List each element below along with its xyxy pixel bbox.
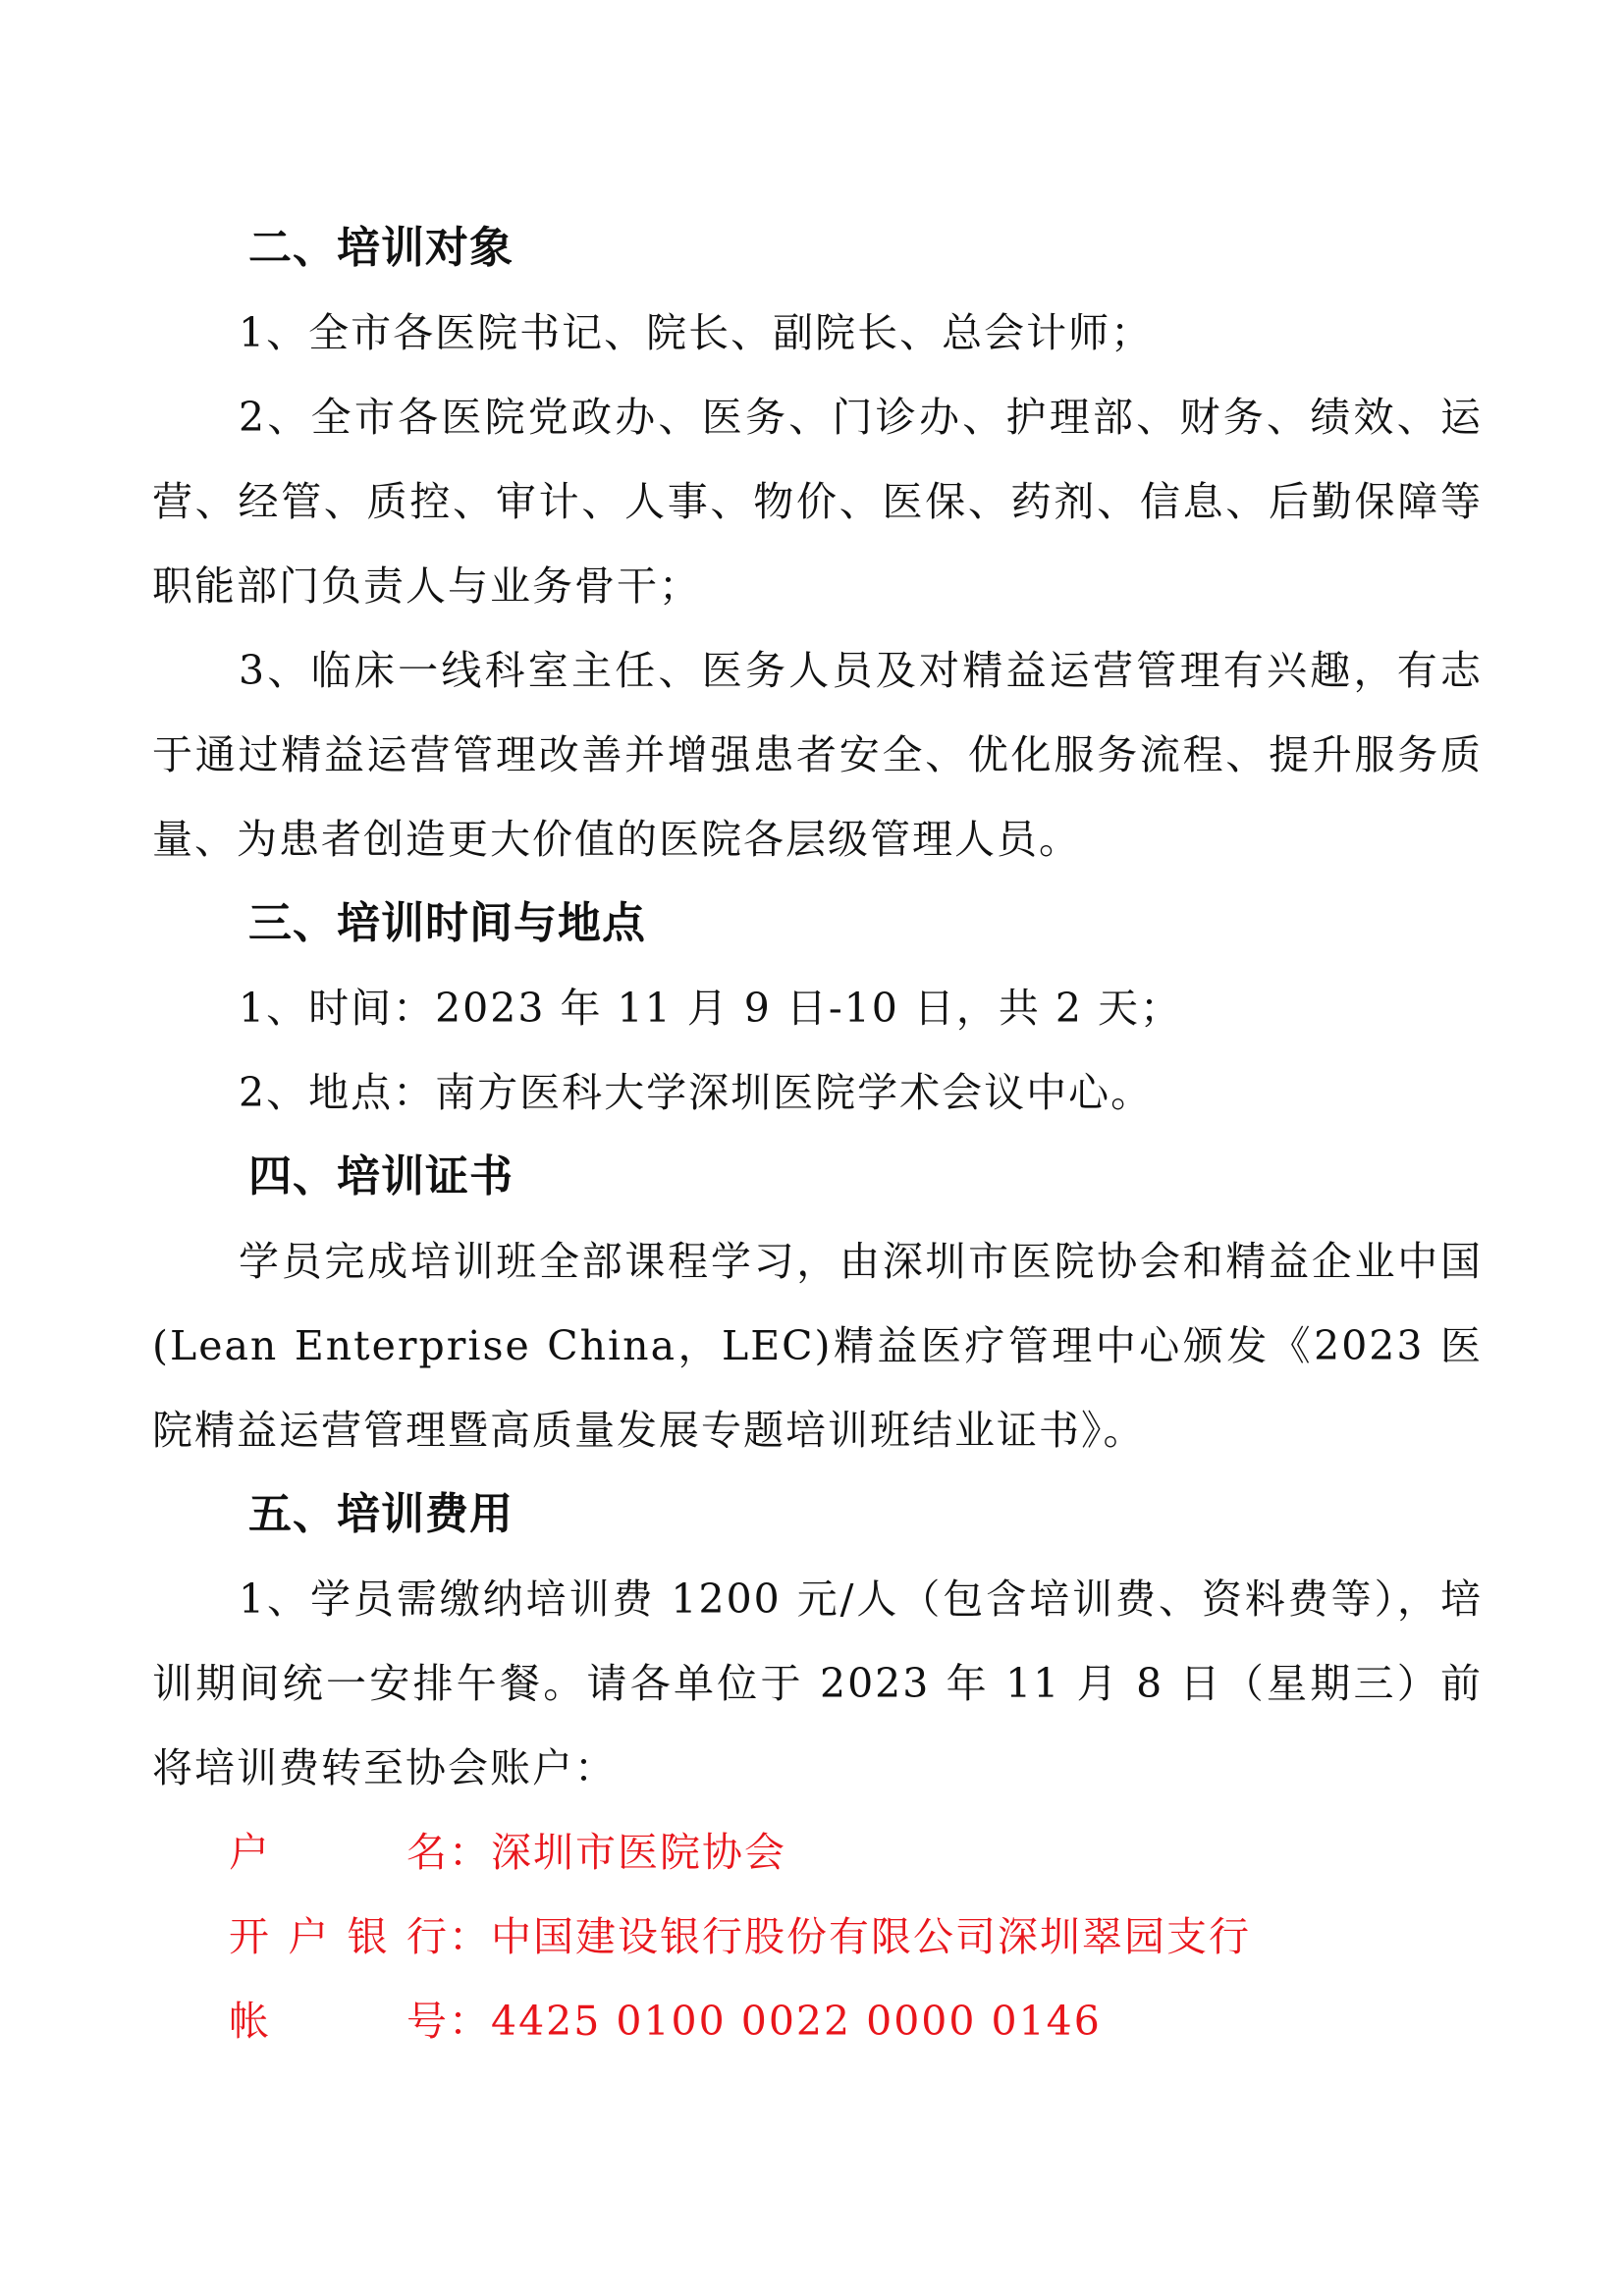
fee-paragraph: 1、学员需缴纳培训费 1200 元/人（包含培训费、资料费等），培训期间统一安排午餐。请各单位于 2023 年 11 月 8 日（星期三）前将培训费转至协会账户： (152, 1575, 1483, 1791)
account-name-row (152, 1810, 1483, 1895)
account-name-value: 深圳市医院协会 (491, 1829, 786, 1876)
section-heading-time-location: 三、培训时间与地点 (248, 898, 646, 948)
target-item-3: 3、临床一线科室主任、医务人员及对精益运营管理有兴趣，有志于通过精益运营管理改善并增强患者安全、优化服务流程、提升服务质量、为患者创造更大价值的医院各层级管理人员。 (152, 647, 1483, 863)
account-bank-row (152, 1895, 1483, 1979)
section-heading-certificate: 四、培训证书 (248, 1151, 514, 1201)
time-item: 1、时间：2023 年 11 月 9 日-10 日，共 2 天； (239, 985, 1183, 1032)
account-bank-label: 开户银行 (229, 1913, 449, 1960)
target-item-1: 1、全市各医院书记、院长、副院长、总会计师； (239, 309, 1154, 356)
document-body (152, 206, 1483, 2063)
account-name-separator: ： (449, 1829, 491, 1876)
target-item-2: 2、全市各医院党政办、医务、门诊办、护理部、财务、绩效、运营、经管、质控、审计、人事、物价、医保、药剂、信息、后勤保障等职能部门负责人与业务骨干； (152, 394, 1483, 610)
section-heading-fees: 五、培训费用 (248, 1489, 514, 1539)
account-number-label: 帐号 (229, 1998, 449, 2045)
account-bank-separator: ： (449, 1913, 491, 1960)
location-item: 2、地点：南方医科大学深圳医院学术会议中心。 (239, 1069, 1154, 1116)
account-name-label: 户名 (229, 1829, 449, 1876)
section-heading-training-targets: 二、培训对象 (248, 223, 514, 273)
account-number-value: 4425 0100 0022 0000 0146 (491, 1998, 1102, 2045)
account-number-row (152, 1979, 1483, 2063)
account-number-separator: ： (449, 1998, 491, 2045)
account-bank-value: 中国建设银行股份有限公司深圳翠园支行 (491, 1913, 1251, 1960)
certificate-paragraph: 学员完成培训班全部课程学习，由深圳市医院协会和精益企业中国(Lean Enterprise China，LEC)精益医疗管理中心颁发《2023 医院精益运营管理暨高质量发展专题培训班结业证书》。 (152, 1238, 1483, 1454)
